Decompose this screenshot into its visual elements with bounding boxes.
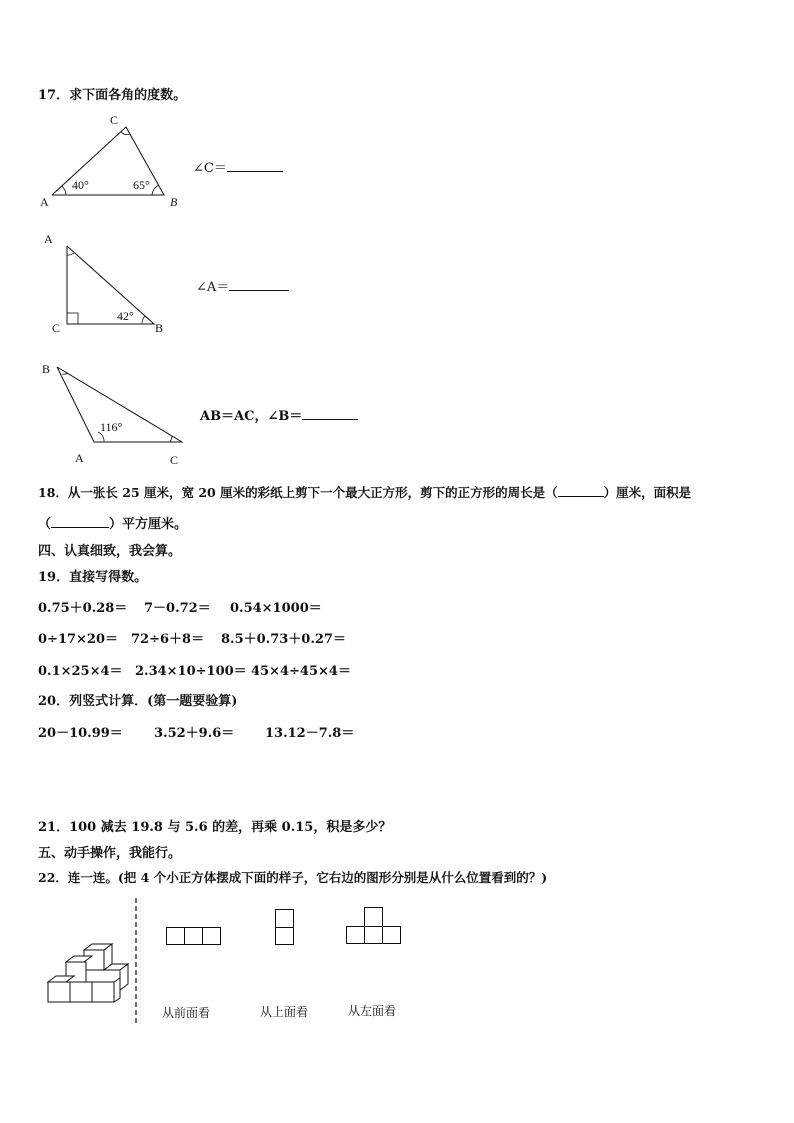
q19-r1-c2: 7－0.72＝ <box>144 601 211 616</box>
tri1-angle-a: 40° <box>72 178 89 192</box>
tri1-answer-blank[interactable] <box>227 171 283 172</box>
q18-line2 <box>38 513 187 532</box>
view-label-top: 从上面看 <box>260 1005 309 1019</box>
tri1-label-a: A <box>40 195 49 209</box>
tri3-answer-blank[interactable] <box>302 419 358 420</box>
q22-title: 22．连一连。(把 4 个小正方体摆成下面的样子，它右边的图形分别是从什么位置看到的？) <box>38 870 548 885</box>
view-label-left: 从左面看 <box>348 1004 397 1018</box>
cube-stack-figure <box>44 942 144 1022</box>
q18-line1 <box>38 483 691 501</box>
tri1-answer <box>193 157 283 176</box>
view-3-figure <box>346 907 406 947</box>
q18-blank-area[interactable] <box>51 527 109 528</box>
tri3-answer-label: AB＝AC，∠B＝ <box>200 409 303 424</box>
tri2-answer-label: ∠A＝ <box>196 280 230 295</box>
triangle-3-figure <box>38 360 198 450</box>
q20-title: 20．列竖式计算．(第一题要验算) <box>38 694 238 709</box>
tri2-answer-blank[interactable] <box>229 290 289 291</box>
tri1-angle-b: 65° <box>133 178 150 192</box>
tri3-label-b: B <box>42 362 51 376</box>
view-1-figure <box>166 927 226 947</box>
tri2-label-c: C <box>52 321 61 335</box>
q18-line2-text-a: （ <box>38 517 52 532</box>
q19-r3-c2: 2.34×10÷100＝ <box>135 664 247 679</box>
q20-item-2: 3.52＋9.6＝ <box>154 726 235 741</box>
tri2-label-a: A <box>44 232 53 246</box>
q19-title: 19．直接写得数。 <box>38 570 148 585</box>
q19-r2-c2: 72÷6＋8＝ <box>131 632 205 647</box>
tri3-angle-a: 116° <box>100 420 123 434</box>
q18-blank-perimeter[interactable] <box>558 496 604 497</box>
q19-r3-c1: 0.1×25×4＝ <box>38 664 123 679</box>
tri1-label-c: C <box>110 113 119 127</box>
q19-r2-c3: 8.5＋0.73＋0.27＝ <box>221 632 346 647</box>
tri2-label-b: B <box>155 321 164 335</box>
tri2-answer <box>196 276 289 295</box>
tri3-answer <box>200 405 358 424</box>
tri1-answer-label: ∠C＝ <box>193 161 227 176</box>
dashed-separator <box>134 898 138 1023</box>
tri1-label-b: B <box>170 195 178 209</box>
section-4-heading: 四、认真细致，我会算。 <box>38 544 182 559</box>
q18-line2-text-b: ）平方厘米。 <box>109 517 188 532</box>
section-5-heading: 五、动手操作，我能行。 <box>38 846 182 861</box>
view-2-figure <box>275 909 297 947</box>
q18-line1-text-a: 18．从一张长 25 厘米，宽 20 厘米的彩纸上剪下一个最大正方形，剪下的正方形的周长是（ <box>38 485 558 500</box>
view-label-front: 从前面看 <box>162 1006 211 1020</box>
q21-text: 21．100 减去 19.8 与 5.6 的差，再乘 0.15，积是多少？ <box>38 820 392 835</box>
tri3-label-a: A <box>75 451 84 465</box>
q18-line1-text-b: ）厘米，面积是 <box>603 485 692 500</box>
tri2-angle-b: 42° <box>117 309 134 323</box>
q17-title: 17．求下面各角的度数。 <box>38 88 187 103</box>
q19-r3-c3: 45×4÷45×4＝ <box>251 664 351 679</box>
q19-r1-c1: 0.75＋0.28＝ <box>38 601 128 616</box>
q20-item-3: 13.12－7.8＝ <box>265 726 355 741</box>
q19-r1-c3: 0.54×1000＝ <box>230 601 322 616</box>
tri3-label-c: C <box>170 453 179 467</box>
q20-item-1: 20－10.99＝ <box>38 726 123 741</box>
q19-r2-c1: 0÷17×20＝ <box>38 632 119 647</box>
